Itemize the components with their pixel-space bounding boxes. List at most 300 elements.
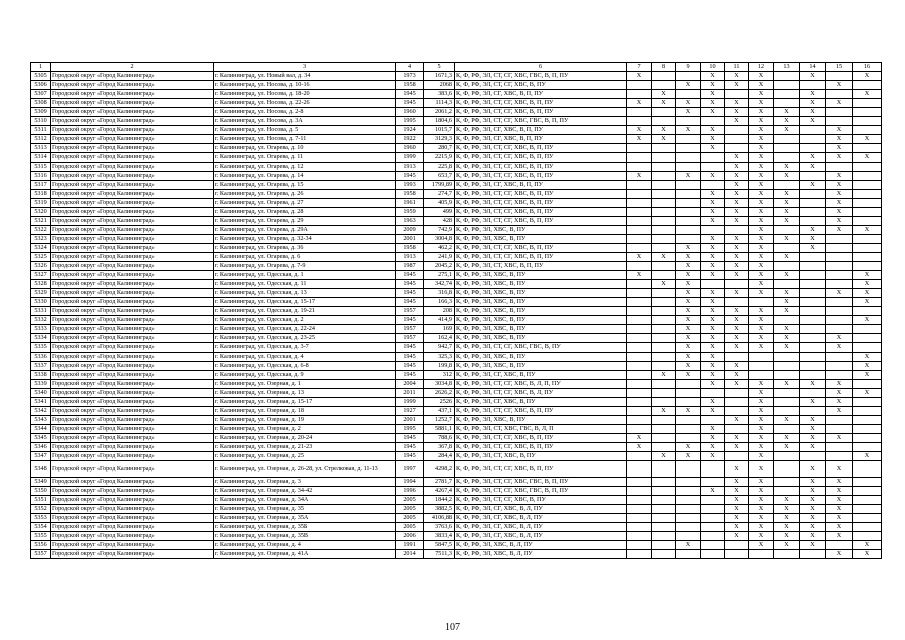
table-row bbox=[31, 505, 882, 514]
mark-cell bbox=[826, 90, 853, 99]
address-cell: г. Калининград, ул. Озерная, д. 26-28, ул. Стрелковая, д. 11-13 bbox=[214, 461, 396, 478]
address-cell: г. Калининград, ул. Одесская, д. 11 bbox=[214, 280, 396, 289]
address-cell: г. Калининград, ул. Огарева, д. 10 bbox=[214, 144, 396, 153]
mark-cell bbox=[701, 280, 725, 289]
mark-cell bbox=[701, 461, 725, 478]
address-cell: г. Калининград, ул. Озерная, д. 15-17 bbox=[214, 397, 396, 406]
mark-cell bbox=[725, 90, 749, 99]
owner-cell: Городской округ «Город Калининград» bbox=[51, 397, 214, 406]
year-cell: 1995 bbox=[396, 424, 424, 433]
mark-cell: X bbox=[800, 487, 826, 496]
row-number-cell: 5338 bbox=[31, 370, 51, 379]
area-cell: 1804,6 bbox=[424, 117, 455, 126]
mark-cell: X bbox=[800, 225, 826, 234]
mark-cell bbox=[652, 117, 676, 126]
owner-cell: Городской округ «Город Калининград» bbox=[51, 135, 214, 144]
row-number-cell: 5308 bbox=[31, 99, 51, 108]
mark-cell: X bbox=[725, 361, 749, 370]
table-body bbox=[31, 72, 882, 559]
mark-cell bbox=[725, 550, 749, 559]
mark-cell bbox=[652, 207, 676, 216]
mark-cell: X bbox=[725, 370, 749, 379]
table-row bbox=[31, 144, 882, 153]
owner-cell: Городской округ «Город Калининград» bbox=[51, 72, 214, 81]
works-list-cell: К, Ф, РФ, ЭЛ, СТ, СГ, ХВС, В, П, ПУ bbox=[455, 171, 627, 180]
year-cell: 1958 bbox=[396, 243, 424, 252]
year-cell: 1963 bbox=[396, 216, 424, 225]
mark-cell: X bbox=[652, 252, 676, 261]
works-list-cell: К, Ф, РФ, ЭЛ, ХВС, В, ПУ bbox=[455, 316, 627, 325]
year-cell: 1957 bbox=[396, 334, 424, 343]
works-list-cell: К, Ф, РФ, ЭЛ, ХВС, В, ПУ bbox=[455, 415, 627, 424]
mark-cell bbox=[774, 406, 800, 415]
mark-cell: X bbox=[800, 505, 826, 514]
owner-cell: Городской округ «Город Калининград» bbox=[51, 144, 214, 153]
mark-cell bbox=[774, 243, 800, 252]
mark-cell bbox=[725, 126, 749, 135]
mark-cell bbox=[676, 135, 701, 144]
area-cell: 1844,2 bbox=[424, 496, 455, 505]
row-number-cell: 5345 bbox=[31, 433, 51, 442]
year-cell: 1945 bbox=[396, 361, 424, 370]
mark-cell bbox=[627, 406, 652, 415]
works-list-cell: К, Ф, РФ, ЭЛ, СГ, ХВС, В, П, ПУ bbox=[455, 180, 627, 189]
year-cell: 1945 bbox=[396, 90, 424, 99]
area-cell: 383,6 bbox=[424, 90, 455, 99]
year-cell: 1958 bbox=[396, 189, 424, 198]
year-cell: 1913 bbox=[396, 252, 424, 261]
mark-cell: X bbox=[800, 117, 826, 126]
mark-cell: X bbox=[676, 307, 701, 316]
column-header: 9 bbox=[676, 63, 701, 72]
mark-cell: X bbox=[701, 325, 725, 334]
address-cell: г. Калининград, ул. Одесская, д. 4 bbox=[214, 352, 396, 361]
mark-cell bbox=[676, 550, 701, 559]
row-number-cell: 5319 bbox=[31, 198, 51, 207]
mark-cell bbox=[627, 108, 652, 117]
mark-cell: X bbox=[749, 523, 774, 532]
mark-cell bbox=[652, 153, 676, 162]
row-number-cell: 5335 bbox=[31, 343, 51, 352]
mark-cell: X bbox=[725, 198, 749, 207]
area-cell: 3129,3 bbox=[424, 135, 455, 144]
row-number-cell: 5333 bbox=[31, 325, 51, 334]
area-cell: 2068 bbox=[424, 81, 455, 90]
mark-cell: X bbox=[826, 478, 853, 487]
mark-cell bbox=[826, 162, 853, 171]
mark-cell bbox=[676, 72, 701, 81]
table-row bbox=[31, 325, 882, 334]
works-list-cell: К, Ф, РФ, ЭЛ, ХВС, В, ПУ bbox=[455, 234, 627, 243]
address-cell: г. Калининград, ул. Огарева, д. 32-34 bbox=[214, 234, 396, 243]
mark-cell bbox=[853, 505, 882, 514]
mark-cell: X bbox=[701, 72, 725, 81]
mark-cell bbox=[676, 379, 701, 388]
mark-cell bbox=[800, 343, 826, 352]
row-number-cell: 5325 bbox=[31, 252, 51, 261]
year-cell: 2011 bbox=[396, 388, 424, 397]
year-cell: 1924 bbox=[396, 126, 424, 135]
year-cell: 2004 bbox=[396, 379, 424, 388]
address-cell: г. Калининград, ул. Озерная, д. 34-42 bbox=[214, 487, 396, 496]
mark-cell: X bbox=[826, 523, 853, 532]
mark-cell: X bbox=[676, 541, 701, 550]
area-cell: 367,8 bbox=[424, 442, 455, 451]
column-header: 16 bbox=[853, 63, 882, 72]
mark-cell: X bbox=[676, 108, 701, 117]
mark-cell bbox=[853, 207, 882, 216]
mark-cell bbox=[774, 424, 800, 433]
row-number-cell: 5336 bbox=[31, 352, 51, 361]
owner-cell: Городской округ «Город Калининград» bbox=[51, 289, 214, 298]
mark-cell bbox=[652, 415, 676, 424]
mark-cell: X bbox=[676, 361, 701, 370]
mark-cell bbox=[652, 505, 676, 514]
row-number-cell: 5344 bbox=[31, 424, 51, 433]
mark-cell bbox=[725, 452, 749, 461]
table-row bbox=[31, 153, 882, 162]
mark-cell bbox=[701, 514, 725, 523]
mark-cell: X bbox=[749, 189, 774, 198]
mark-cell bbox=[627, 388, 652, 397]
mark-cell bbox=[627, 144, 652, 153]
mark-cell bbox=[774, 550, 800, 559]
row-number-cell: 5317 bbox=[31, 180, 51, 189]
mark-cell bbox=[853, 243, 882, 252]
mark-cell: X bbox=[853, 289, 882, 298]
page-number: 107 bbox=[445, 622, 460, 633]
row-number-cell: 5318 bbox=[31, 189, 51, 198]
mark-cell bbox=[725, 144, 749, 153]
mark-cell bbox=[652, 461, 676, 478]
mark-cell bbox=[652, 334, 676, 343]
row-number-cell: 5313 bbox=[31, 144, 51, 153]
area-cell: 2526 bbox=[424, 397, 455, 406]
mark-cell: X bbox=[826, 144, 853, 153]
mark-cell: X bbox=[800, 379, 826, 388]
mark-cell bbox=[853, 189, 882, 198]
owner-cell: Городской округ «Город Калининград» bbox=[51, 433, 214, 442]
year-cell: 1959 bbox=[396, 207, 424, 216]
table-row bbox=[31, 90, 882, 99]
owner-cell: Городской округ «Город Калининград» bbox=[51, 271, 214, 280]
mark-cell: X bbox=[749, 225, 774, 234]
address-cell: г. Калининград, ул. Одесская, д. 23-25 bbox=[214, 334, 396, 343]
mark-cell bbox=[774, 153, 800, 162]
mark-cell: X bbox=[652, 126, 676, 135]
mark-cell: X bbox=[774, 289, 800, 298]
mark-cell bbox=[725, 298, 749, 307]
mark-cell: X bbox=[725, 505, 749, 514]
table-row bbox=[31, 334, 882, 343]
works-list-cell: К, Ф, РФ, ЭЛ, СТ, ХВС, В, ПУ bbox=[455, 452, 627, 461]
mark-cell: X bbox=[701, 189, 725, 198]
table-row bbox=[31, 550, 882, 559]
area-cell: 274,7 bbox=[424, 189, 455, 198]
mark-cell: X bbox=[701, 487, 725, 496]
mark-cell: X bbox=[826, 99, 853, 108]
mark-cell bbox=[800, 189, 826, 198]
works-list-cell: К, Ф, РФ, ЭЛ, СГ, ХВС, В, Л, ПУ bbox=[455, 514, 627, 523]
year-cell: 1913 bbox=[396, 162, 424, 171]
mark-cell: X bbox=[676, 352, 701, 361]
mark-cell: X bbox=[774, 325, 800, 334]
year-cell: 2014 bbox=[396, 550, 424, 559]
owner-cell: Городской округ «Город Калининград» bbox=[51, 532, 214, 541]
row-number-cell: 5330 bbox=[31, 298, 51, 307]
mark-cell bbox=[800, 135, 826, 144]
mark-cell: X bbox=[749, 334, 774, 343]
address-cell: г. Калининград, ул. Одесская, д. 13 bbox=[214, 289, 396, 298]
mark-cell bbox=[627, 162, 652, 171]
mark-cell: X bbox=[749, 252, 774, 261]
column-header: 4 bbox=[396, 63, 424, 72]
owner-cell: Городской округ «Город Калининград» bbox=[51, 307, 214, 316]
mark-cell bbox=[627, 225, 652, 234]
mark-cell: X bbox=[774, 126, 800, 135]
area-cell: 3882,5 bbox=[424, 505, 455, 514]
mark-cell bbox=[826, 72, 853, 81]
year-cell: 1927 bbox=[396, 406, 424, 415]
mark-cell: X bbox=[800, 162, 826, 171]
row-number-cell: 5310 bbox=[31, 117, 51, 126]
mark-cell bbox=[774, 72, 800, 81]
mark-cell bbox=[652, 343, 676, 352]
address-cell: г. Калининград, ул. Озерная, д. 3 bbox=[214, 478, 396, 487]
mark-cell: X bbox=[676, 171, 701, 180]
address-cell: г. Калининград, ул. Озерная, д. 13 bbox=[214, 388, 396, 397]
mark-cell: X bbox=[676, 316, 701, 325]
mark-cell: X bbox=[701, 207, 725, 216]
year-cell: 1922 bbox=[396, 135, 424, 144]
area-cell: 499 bbox=[424, 207, 455, 216]
mark-cell: X bbox=[800, 180, 826, 189]
mark-cell: X bbox=[800, 496, 826, 505]
mark-cell bbox=[800, 316, 826, 325]
table-row bbox=[31, 189, 882, 198]
table-row bbox=[31, 180, 882, 189]
row-number-cell: 5353 bbox=[31, 514, 51, 523]
year-cell: 1945 bbox=[396, 271, 424, 280]
mark-cell: X bbox=[826, 198, 853, 207]
row-number-cell: 5328 bbox=[31, 280, 51, 289]
mark-cell bbox=[652, 289, 676, 298]
mark-cell: X bbox=[774, 298, 800, 307]
year-cell: 1958 bbox=[396, 81, 424, 90]
area-cell: 405,9 bbox=[424, 198, 455, 207]
mark-cell: X bbox=[800, 523, 826, 532]
owner-cell: Городской округ «Город Калининград» bbox=[51, 81, 214, 90]
mark-cell: X bbox=[774, 496, 800, 505]
address-cell: г. Калининград, ул. Озерная, д. 2 bbox=[214, 424, 396, 433]
mark-cell: X bbox=[800, 461, 826, 478]
mark-cell bbox=[627, 280, 652, 289]
mark-cell: X bbox=[749, 289, 774, 298]
works-list-cell: К, Ф, РФ, ЭЛ, СТ, СГ, ХВС, В, П, ПУ bbox=[455, 442, 627, 451]
owner-cell: Городской округ «Город Калининград» bbox=[51, 343, 214, 352]
mark-cell: X bbox=[749, 433, 774, 442]
mark-cell bbox=[652, 144, 676, 153]
mark-cell bbox=[725, 135, 749, 144]
address-cell: г. Калининград, ул. Одесская, д. 19-21 bbox=[214, 307, 396, 316]
address-cell: г. Калининград, ул. Озерная, д. 35В bbox=[214, 532, 396, 541]
mark-cell bbox=[676, 532, 701, 541]
row-number-cell: 5339 bbox=[31, 379, 51, 388]
mark-cell bbox=[800, 144, 826, 153]
mark-cell bbox=[826, 280, 853, 289]
mark-cell: X bbox=[725, 72, 749, 81]
address-cell: г. Калининград, ул. Огарева, д. 7-9 bbox=[214, 262, 396, 271]
mark-cell: X bbox=[826, 180, 853, 189]
mark-cell: X bbox=[826, 379, 853, 388]
mark-cell: X bbox=[853, 370, 882, 379]
owner-cell: Городской округ «Город Калининград» bbox=[51, 198, 214, 207]
mark-cell bbox=[652, 433, 676, 442]
mark-cell: X bbox=[676, 334, 701, 343]
mark-cell bbox=[853, 252, 882, 261]
mark-cell bbox=[701, 117, 725, 126]
table-row bbox=[31, 108, 882, 117]
year-cell: 1961 bbox=[396, 198, 424, 207]
owner-cell: Городской округ «Город Калининград» bbox=[51, 379, 214, 388]
table-row bbox=[31, 406, 882, 415]
mark-cell bbox=[652, 496, 676, 505]
year-cell: 2009 bbox=[396, 225, 424, 234]
mark-cell bbox=[676, 207, 701, 216]
works-list-cell: К, Ф, РФ, ЭЛ, СТ, СГ, ХВС, В, ПУ bbox=[455, 496, 627, 505]
mark-cell bbox=[627, 243, 652, 252]
mark-cell bbox=[652, 325, 676, 334]
table-row bbox=[31, 452, 882, 461]
mark-cell bbox=[627, 298, 652, 307]
mark-cell: X bbox=[826, 514, 853, 523]
area-cell: 2626,2 bbox=[424, 388, 455, 397]
mark-cell bbox=[826, 352, 853, 361]
mark-cell: X bbox=[749, 532, 774, 541]
row-number-cell: 5326 bbox=[31, 262, 51, 271]
area-cell: 241,9 bbox=[424, 252, 455, 261]
mark-cell bbox=[701, 388, 725, 397]
address-cell: г. Калининград, ул. Одесская, д. 1 bbox=[214, 271, 396, 280]
mark-cell bbox=[627, 153, 652, 162]
year-cell: 1945 bbox=[396, 352, 424, 361]
mark-cell: X bbox=[826, 496, 853, 505]
mark-cell bbox=[627, 541, 652, 550]
year-cell: 2005 bbox=[396, 496, 424, 505]
mark-cell bbox=[676, 523, 701, 532]
area-cell: 342,74 bbox=[424, 280, 455, 289]
owner-cell: Городской округ «Город Калининград» bbox=[51, 442, 214, 451]
mark-cell bbox=[774, 461, 800, 478]
mark-cell: X bbox=[725, 487, 749, 496]
area-cell: 225,8 bbox=[424, 162, 455, 171]
mark-cell bbox=[800, 334, 826, 343]
mark-cell: X bbox=[853, 298, 882, 307]
mark-cell: X bbox=[826, 505, 853, 514]
table-row bbox=[31, 81, 882, 90]
mark-cell bbox=[800, 406, 826, 415]
mark-cell bbox=[627, 234, 652, 243]
column-header: 12 bbox=[749, 63, 774, 72]
row-number-cell: 5355 bbox=[31, 532, 51, 541]
mark-cell bbox=[826, 243, 853, 252]
mark-cell: X bbox=[701, 343, 725, 352]
mark-cell: X bbox=[725, 108, 749, 117]
mark-cell: X bbox=[701, 81, 725, 90]
area-cell: 169 bbox=[424, 325, 455, 334]
works-list-cell: К, Ф, РФ, ЭЛ, СТ, СГ, ХВС, В, П, ПУ bbox=[455, 207, 627, 216]
year-cell: 1945 bbox=[396, 298, 424, 307]
mark-cell: X bbox=[774, 252, 800, 261]
mark-cell bbox=[826, 262, 853, 271]
year-cell: 1993 bbox=[396, 180, 424, 189]
year-cell: 2005 bbox=[396, 523, 424, 532]
mark-cell: X bbox=[725, 307, 749, 316]
mark-cell: X bbox=[749, 162, 774, 171]
works-list-cell: К, Ф, РФ, ЭЛ, СТ, СГ, ХВС, ГВС, В, П, ПУ bbox=[455, 478, 627, 487]
mark-cell: X bbox=[826, 289, 853, 298]
owner-cell: Городской округ «Город Калининград» bbox=[51, 153, 214, 162]
row-number-cell: 5347 bbox=[31, 452, 51, 461]
address-cell: г. Калининград, ул. Носова, д. 7-11 bbox=[214, 135, 396, 144]
row-number-cell: 5341 bbox=[31, 397, 51, 406]
mark-cell: X bbox=[701, 144, 725, 153]
mark-cell bbox=[676, 198, 701, 207]
mark-cell bbox=[749, 298, 774, 307]
mark-cell bbox=[826, 361, 853, 370]
row-number-cell: 5311 bbox=[31, 126, 51, 135]
area-cell: 788,6 bbox=[424, 433, 455, 442]
mark-cell: X bbox=[676, 280, 701, 289]
mark-cell bbox=[701, 496, 725, 505]
mark-cell bbox=[800, 352, 826, 361]
area-cell: 2061,2 bbox=[424, 108, 455, 117]
table-row bbox=[31, 262, 882, 271]
works-list-cell: К, Ф, РФ, ЭЛ, ХВС, В, ПУ bbox=[455, 361, 627, 370]
year-cell: 1945 bbox=[396, 433, 424, 442]
mark-cell: X bbox=[774, 171, 800, 180]
row-number-cell: 5309 bbox=[31, 108, 51, 117]
mark-cell bbox=[853, 171, 882, 180]
year-cell: 1973 bbox=[396, 72, 424, 81]
owner-cell: Городской округ «Город Калининград» bbox=[51, 388, 214, 397]
mark-cell bbox=[701, 478, 725, 487]
mark-cell: X bbox=[853, 541, 882, 550]
mark-cell: X bbox=[800, 541, 826, 550]
table-row bbox=[31, 307, 882, 316]
mark-cell bbox=[627, 81, 652, 90]
mark-cell bbox=[725, 541, 749, 550]
mark-cell: X bbox=[826, 153, 853, 162]
row-number-cell: 5315 bbox=[31, 162, 51, 171]
mark-cell bbox=[826, 271, 853, 280]
area-cell: 4267,4 bbox=[424, 487, 455, 496]
mark-cell bbox=[701, 162, 725, 171]
works-list-cell: К, Ф, РФ, ЭЛ, СТ, СГ, ХВС, В, Л, П, ПУ bbox=[455, 379, 627, 388]
mark-cell bbox=[774, 388, 800, 397]
mark-cell bbox=[627, 379, 652, 388]
mark-cell: X bbox=[701, 307, 725, 316]
mark-cell bbox=[652, 198, 676, 207]
mark-cell: X bbox=[853, 550, 882, 559]
works-list-cell: К, Ф, РФ, ЭЛ, СТ, СГ, ХВС, В, Л, ПУ bbox=[455, 388, 627, 397]
mark-cell bbox=[627, 216, 652, 225]
mark-cell: X bbox=[725, 289, 749, 298]
works-list-cell: К, Ф, РФ, ЭЛ, СГ, ХВС, В, ПУ bbox=[455, 397, 627, 406]
table-row bbox=[31, 198, 882, 207]
mark-cell bbox=[627, 207, 652, 216]
row-number-cell: 5354 bbox=[31, 523, 51, 532]
